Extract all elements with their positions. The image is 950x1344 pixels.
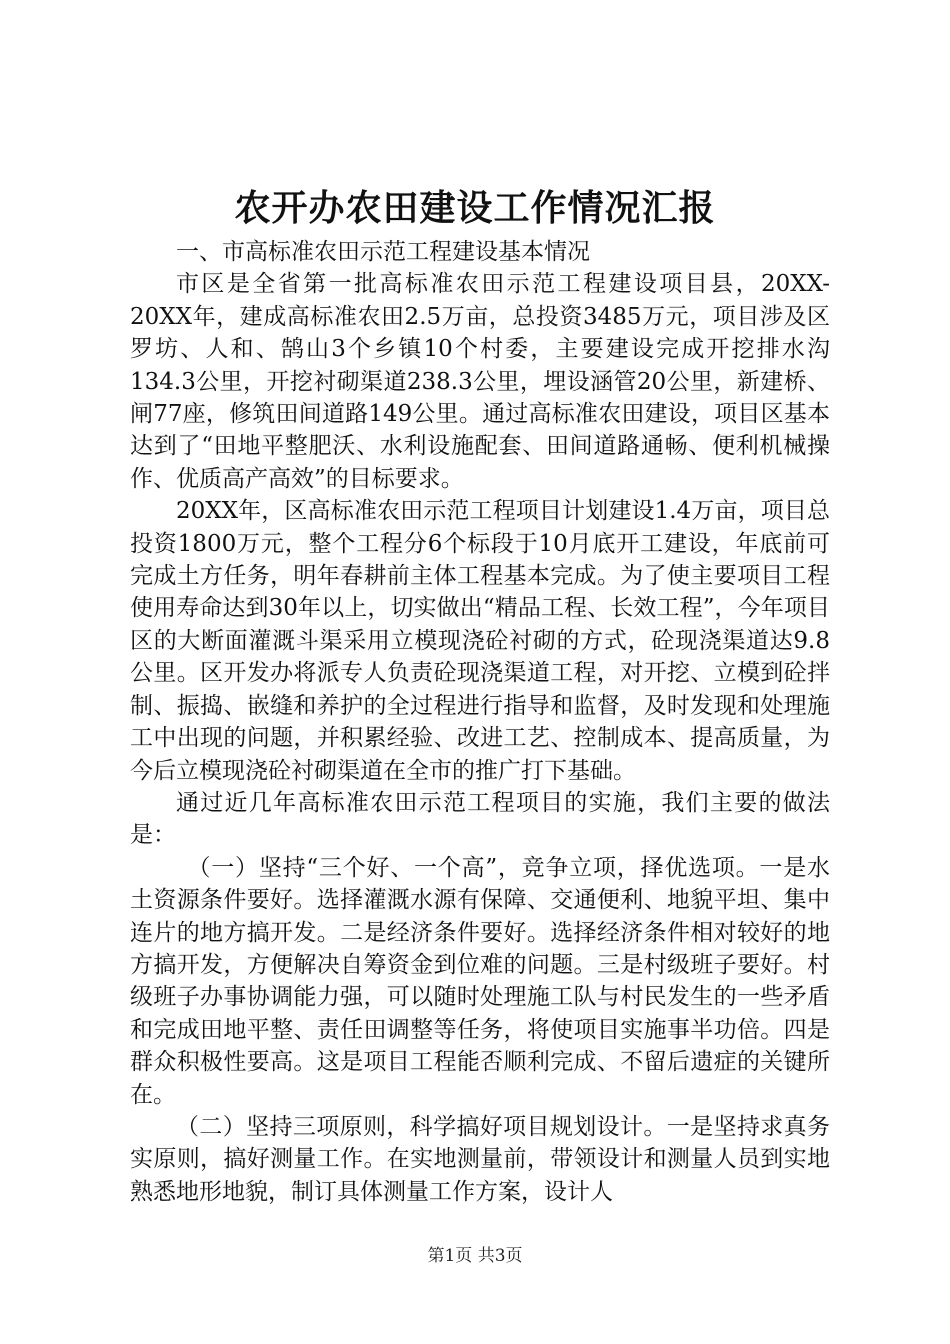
document-body [130,236,830,1208]
paragraph-method-one: （一）坚持“三个好、一个高”，竞争立项，择优选项。一是水土资源条件要好。选择灌溉水源有保障、交通便利、地貌平坦、集中连片的地方搞开发。二是经济条件要好。选择经济条件相对较好的地方搞开发，方便解决自筹资金到位难的问题。三是村级班子要好。村级班子办事协调能力强，可以随时处理施工队与村民发生的一些矛盾和完成田地平整、责任田调整等任务，将使项目实施事半功倍。四是群众积极性要高。这是项目工程能否顺利完成、不留后遗症的关键所在。 [130,854,830,1108]
section-heading: 一、市高标准农田示范工程建设基本情况 [176,239,590,265]
paragraph-method-two: （二）坚持三项原则，科学搞好项目规划设计。一是坚持求真务实原则，搞好测量工作。在实地测量前，带领设计和测量人员到实地熟悉地形地貌，制订具体测量工作方案，设计人 [130,1113,830,1205]
paragraph-methods-intro: 通过近几年高标准农田示范工程项目的实施，我们主要的做法是： [130,789,830,849]
paragraph-plan: 20XX年，区高标准农田示范工程项目计划建设1.4万亩，项目总投资1800万元，整个工程分6个标段于10月底开工建设，年底前可完成土方任务，明年春耕前主体工程基本完成。为了使主要项目工程使用寿命达到30年以上，切实做出“精品工程、长效工程”，今年项目区的大断面灌溉斗渠采用立模现浇砼衬砌的方式，砼现浇渠道达9.8公里。区开发办将派专人负责砼现浇渠道工程，对开挖、立模到砼拌制、振捣、嵌缝和养护的全过程进行指导和监督，及时发现和处理施工中出现的问题，并积累经验、改进工艺、控制成本、提高质量，为今后立模现浇砼衬砌渠道在全市的推广打下基础。 [130,498,830,784]
document-title: 农开办农田建设工作情况汇报 [234,187,716,229]
paragraph-overview: 市区是全省第一批高标准农田示范工程建设项目县，20XX-20XX年，建成高标准农田2.5万亩，总投资3485万元，项目涉及区罗坊、人和、鹄山3个乡镇10个村委，主要建设完成开挖排水沟134.3公里，开挖衬砌渠道238.3公里，埋设涵管20公里，新建桥、闸77座，修筑田间道路149公里。通过高标准农田建设，项目区基本达到了“田地平整肥沃、水利设施配套、田间道路通畅、便利机械操作、优质高产高效”的目标要求。 [130,271,830,492]
page-footer: 第1页 共3页 [427,1246,523,1266]
